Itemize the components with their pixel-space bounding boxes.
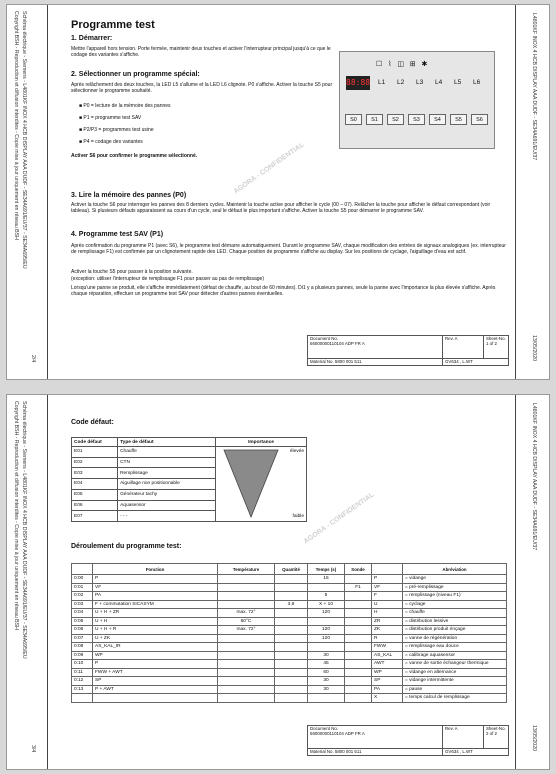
table-cell: X + 10 [308, 600, 345, 609]
table-cell: ZK [372, 626, 403, 635]
key-s2: S2 [387, 114, 404, 125]
section-4-faults: Lorsqu'une panne se produit, elle s'affiche immédiatement (défaut de chauffe, au bout de 60 minutes). Di1 y a plusieurs pannes, seule la panne avec l'importance la plus élevée s'affiche. Après chaque réparation, effectuer un programme test SAV pour détecter d'autres pannes éventuelles. [71, 285, 496, 298]
table-cell [308, 643, 345, 652]
section-4-next: Activer la touche S5 pour passer à la position suivante. [71, 269, 193, 275]
table-cell [275, 651, 308, 660]
sheet-cell: Sheet-No. 2 of 2 [484, 726, 509, 749]
title-block-footer: GV634 , L.WT [443, 359, 509, 366]
table-cell: SP [372, 677, 403, 686]
sheet-cell: Sheet-No. 1 of 2 [484, 336, 509, 359]
table-cell: 0:10 [72, 660, 93, 669]
table-row: E04 Aiguillage non positionnable [72, 479, 307, 490]
table-cell: U + ZK [93, 634, 218, 643]
table-cell: = vidange intermittente [403, 677, 507, 686]
table-cell: = remplissage (niveau F1) [403, 592, 507, 601]
table-cell: P + AWT [93, 685, 218, 694]
table-row [72, 617, 507, 626]
key-s5: S5 [450, 114, 467, 125]
table-cell: 0:02 [72, 592, 93, 601]
margin-copyright: Copyright BSH - Reproduction et diffusion interdites - Copie mise à jour uniquement en réseau BSH [13, 11, 19, 240]
column-header: Abréviation [403, 564, 507, 575]
table-row [72, 660, 507, 669]
program-title: Déroulement du programme test: [71, 543, 182, 550]
material-number: Material No. 5800 001 511 [308, 749, 443, 756]
importance-triangle [216, 447, 306, 519]
table-cell: U + H + ZR [93, 609, 218, 618]
table-cell: 60 [308, 668, 345, 677]
table-cell [218, 685, 275, 694]
table-cell: = remplissage eau douce [403, 643, 507, 652]
table-row [72, 677, 507, 686]
table-cell: X [372, 694, 403, 703]
section-3-text: Activer la touche S6 pour interroger les pannes des 8 derniers cycles. Maintenir la touche active pour afficher le cycle (00 – 07). Relâcher la touche pour afficher le défaut correspondant (voir tableau). Si plusieurs défauts apparaissent au cours d'un cycle, seul le défaut le plus important s'affiche. Activer la touche S5 pour démarrer le programme SAV. [71, 202, 491, 215]
title-block-footer: GV634 , L.WT [443, 749, 509, 756]
section-1-text: Mettre l'appareil hors tension. Porte fermée, maintenir deux touches et activer l'interrupteur principal jusqu'à ce que le codage des variantes s'affiche. [71, 46, 331, 59]
margin-copyright: Copyright BSH - Reproduction et diffusion interdites - Copie mise à jour uniquement en réseau BSH [13, 401, 19, 630]
table-cell: AWT [372, 660, 403, 669]
table-cell [275, 677, 308, 686]
margin-date: 13/05/2020 [531, 725, 537, 751]
table-cell: ZR [372, 617, 403, 626]
key-s1: S1 [366, 114, 383, 125]
table-cell [275, 660, 308, 669]
table-cell: 0:07 [72, 634, 93, 643]
table-cell: = pré-remplissage [403, 583, 507, 592]
table-cell [275, 685, 308, 694]
column-header: Temps (s) [308, 564, 345, 575]
table-cell: AS_KAL_IR [93, 643, 218, 652]
table-cell: U + H + R [93, 626, 218, 635]
watermark: AGORA - CONFIDENTIAL [302, 491, 376, 546]
title-block [307, 725, 509, 756]
revision-cell: Rev. A [443, 336, 484, 359]
list-item: ■ P2/P3 = programmes test usine [79, 127, 154, 133]
section-4-exception: (exception: utiliser l'interrupteur de remplissage F1 pour passer au pas de remplissage) [71, 276, 264, 282]
table-cell: max. 72° [218, 626, 275, 635]
table-cell [218, 668, 275, 677]
table-cell: = vidange en alternance [403, 668, 507, 677]
table-cell [275, 643, 308, 652]
table-cell [308, 583, 345, 592]
section-2-confirm: Activer S6 pour confirmer le programme sélectionné. [71, 153, 198, 159]
table-cell: VF [372, 583, 403, 592]
section-2-text: Après relâchement des deux touches, la LED L5 s'allume et la LED L6 clignote. P0 s'affiche. Activer la touche S5 pour sélectionner le programme souhaité. [71, 82, 333, 95]
table-row: E05 Générateur tachy [72, 489, 307, 500]
program-table [71, 563, 507, 703]
table-cell [275, 583, 308, 592]
right-margin-rule [515, 5, 516, 379]
table-cell: AS_KAL [372, 651, 403, 660]
page-number: 3/4 [30, 745, 36, 753]
table-row [72, 609, 507, 618]
table-cell: 0:00 [72, 575, 93, 584]
table-row [72, 634, 507, 643]
page-title: Programme test [71, 19, 155, 31]
table-row [72, 575, 507, 584]
column-header: Fonction [93, 564, 218, 575]
revision-cell: Rev. A [443, 726, 484, 749]
page-number: 2/4 [30, 355, 36, 363]
section-4-title: 4. Programme test SAV (P1) [71, 231, 164, 238]
table-cell: U + H [93, 617, 218, 626]
table-cell [218, 677, 275, 686]
table-row [72, 626, 507, 635]
table-cell: = distribution lessive [403, 617, 507, 626]
table-row: E01 Chauffe élevée faible [72, 447, 307, 458]
table-cell: = temps calcul de remplissage [403, 694, 507, 703]
table-row [72, 583, 507, 592]
document-number-cell: Document No. 56000000110104 ADP FR A [308, 726, 443, 749]
bullet-list [79, 103, 171, 151]
title-block [307, 335, 509, 366]
table-cell [345, 617, 372, 626]
led-label: L4 [435, 79, 443, 86]
table-cell: max. 72° [218, 609, 275, 618]
table-cell [275, 626, 308, 635]
importance-cell [216, 447, 307, 522]
section-3-title: 3. Lire la mémoire des pannes (P0) [71, 192, 187, 199]
right-margin-rule [515, 395, 516, 769]
led-label: L6 [473, 79, 481, 86]
list-item: ■ P4 = codage des variantes [79, 139, 143, 145]
panel-icons: ☐ ⌇ ◫ ⊞ ✱ [376, 61, 428, 68]
table-cell: 30 [308, 651, 345, 660]
column-header: Sonde [345, 564, 372, 575]
table-cell: VF [93, 583, 218, 592]
table-cell [345, 685, 372, 694]
column-header: Code défaut [72, 438, 118, 447]
table-row: E02 CTN [72, 457, 307, 468]
table-cell [345, 677, 372, 686]
table-cell: = chauffe [403, 609, 507, 618]
table-cell [345, 592, 372, 601]
table-cell: 3,9 [275, 600, 308, 609]
table-cell: F [372, 592, 403, 601]
key-s3: S3 [408, 114, 425, 125]
list-item: ■ P0 = lecture de la mémoire des pannes [79, 103, 171, 109]
document-page-1 [6, 4, 550, 380]
column-header [372, 564, 403, 575]
key-s0: S0 [345, 114, 362, 125]
key-s4: S4 [429, 114, 446, 125]
table-cell: P [372, 575, 403, 584]
column-header: Quantité [275, 564, 308, 575]
table-cell [275, 694, 308, 703]
table-cell: 120 [308, 626, 345, 635]
watermark: AGORA - CONFIDENTIAL [232, 141, 306, 196]
table-cell: 0:06 [72, 626, 93, 635]
table-cell: = distribution produit rinçage [403, 626, 507, 635]
control-panel-diagram [339, 51, 495, 149]
column-header: Type de défaut [118, 438, 216, 447]
material-number: Material No. 5800 001 511 [308, 359, 443, 366]
table-cell [345, 634, 372, 643]
panel-display: 88:88 [346, 76, 370, 90]
table-cell: 30 [308, 677, 345, 686]
table-cell: 5 [308, 592, 345, 601]
importance-high: élevée [289, 449, 304, 454]
led-label: L5 [454, 79, 462, 86]
table-cell [308, 617, 345, 626]
table-cell [345, 575, 372, 584]
led-label: L2 [397, 79, 405, 86]
table-cell [72, 694, 93, 703]
column-header: Importance [216, 438, 307, 447]
section-1-title: 1. Démarrer: [71, 35, 113, 42]
table-cell: FWW + AWT [93, 668, 218, 677]
key-s6: S6 [471, 114, 488, 125]
table-cell: H [372, 609, 403, 618]
table-cell [218, 583, 275, 592]
table-cell [345, 668, 372, 677]
table-cell [345, 651, 372, 660]
table-cell: 15 [308, 575, 345, 584]
table-cell: = cyclage [403, 600, 507, 609]
document-page-2 [6, 394, 550, 770]
section-2-title: 2. Sélectionner un programme spécial: [71, 71, 200, 78]
table-cell: = vidange [403, 575, 507, 584]
margin-schema: Schéma électrique - Siemens - L4801KF INOX 4 HCB DISPLAY AAA DUDF - SE34A691/EU/37 - SE34A695/EU [21, 11, 27, 269]
importance-low: faible [292, 514, 304, 519]
table-cell: 60°C [218, 617, 275, 626]
table-row [72, 668, 507, 677]
table-row [72, 685, 507, 694]
margin-date: 13/05/2020 [531, 335, 537, 361]
table-cell [275, 668, 308, 677]
table-cell: = vanne de sortie échangeur thermique [403, 660, 507, 669]
table-cell [345, 609, 372, 618]
table-cell [218, 651, 275, 660]
table-row: E03 Remplissage [72, 468, 307, 479]
table-cell: 0:04 [72, 609, 93, 618]
table-cell: SP [93, 677, 218, 686]
table-cell [275, 617, 308, 626]
document-number-cell: Document No. 56000000110104 ADP FR A [308, 336, 443, 359]
table-row [72, 592, 507, 601]
table-cell [218, 634, 275, 643]
table-cell: U [372, 600, 403, 609]
table-cell: 0:05 [72, 617, 93, 626]
table-cell [345, 660, 372, 669]
table-cell [218, 643, 275, 652]
left-margin-rule [47, 5, 48, 379]
table-cell [345, 643, 372, 652]
table-cell: = calibrage aquasensor [403, 651, 507, 660]
table-cell: = pause [403, 685, 507, 694]
table-cell [218, 592, 275, 601]
table-cell: PA [93, 592, 218, 601]
table-cell: 120 [308, 609, 345, 618]
table-cell: F1 [345, 583, 372, 592]
table-cell: 0:11 [72, 668, 93, 677]
table-cell [218, 694, 275, 703]
table-cell: P [93, 575, 218, 584]
table-cell [345, 626, 372, 635]
table-cell [218, 575, 275, 584]
margin-model: L4801KF INOX 4 HCB DISPLAY AAA DUDF - SE34A691/EU/37 [531, 13, 537, 161]
list-item: ■ P1 = programme test SAV [79, 115, 142, 121]
table-cell: 0:01 [72, 583, 93, 592]
table-cell [275, 609, 308, 618]
table-cell: 120 [308, 634, 345, 643]
table-cell: PA [372, 685, 403, 694]
code-title: Code défaut: [71, 419, 114, 426]
table-cell [345, 600, 372, 609]
table-cell: F + commutation SICASYM [93, 600, 218, 609]
table-cell: WP [372, 668, 403, 677]
table-cell [345, 694, 372, 703]
table-cell [275, 634, 308, 643]
table-cell: 0:03 [72, 600, 93, 609]
table-cell: WP [93, 651, 218, 660]
led-label: L3 [416, 79, 424, 86]
table-cell: 0:08 [72, 643, 93, 652]
table-cell: 0:12 [72, 677, 93, 686]
table-cell: 0:13 [72, 685, 93, 694]
table-cell: FWW [372, 643, 403, 652]
table-row [72, 694, 507, 703]
table-cell: = vanne de régénération [403, 634, 507, 643]
fault-code-table [71, 437, 307, 522]
column-header: Température [218, 564, 275, 575]
table-row: E06 Aquasensor [72, 500, 307, 511]
table-cell [275, 575, 308, 584]
section-4-text: Après confirmation du programme P1 (avec S6), le programme test démarre automatiquement. Durant le programme SAV, chaque modification des entrées de signaux analogiques (ex. interrupteur de remplissage F1) est confirmée par un clignotement rapide des LED. Chaque position de programme s'affiche au display. Sur les positions de cyclage, l'aiguillage d'eau est actif. [71, 243, 506, 256]
margin-model: L4801KF INOX 4 HCB DISPLAY AAA DUDF - SE34A691/EU/37 [531, 403, 537, 551]
table-cell [218, 600, 275, 609]
column-header [72, 564, 93, 575]
table-cell [218, 660, 275, 669]
table-cell: 30 [308, 685, 345, 694]
table-cell: 45 [308, 660, 345, 669]
led-label: L1 [378, 79, 386, 86]
table-cell [308, 694, 345, 703]
table-row: E07 - - - [72, 511, 307, 522]
margin-schema: Schéma électrique - Siemens - L4801KF INOX 4 HCB DISPLAY AAA DUDF - SE34A691/EU/37 - SE34A695/EU [21, 401, 27, 659]
table-row [72, 651, 507, 660]
table-row [72, 643, 507, 652]
table-row [72, 600, 507, 609]
table-cell: R [372, 634, 403, 643]
table-cell [93, 694, 218, 703]
table-cell: 0:09 [72, 651, 93, 660]
left-margin-rule [47, 395, 48, 769]
table-cell [275, 592, 308, 601]
table-cell: P [93, 660, 218, 669]
